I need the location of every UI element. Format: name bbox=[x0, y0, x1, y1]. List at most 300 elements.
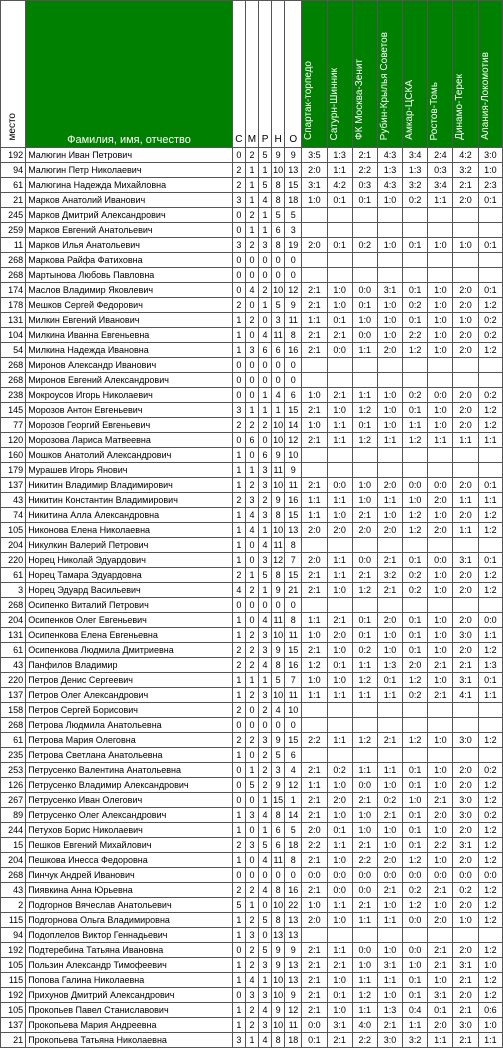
score-cell bbox=[377, 373, 402, 388]
place-cell: 268 bbox=[1, 598, 26, 613]
stat-cell: 15 bbox=[272, 793, 285, 808]
stat-cell: 0 bbox=[285, 868, 302, 883]
score-cell: 1:0 bbox=[377, 298, 402, 313]
score-cell: 2:1 bbox=[453, 1033, 478, 1048]
score-cell: 2:0 bbox=[377, 343, 402, 358]
name-cell: Маркова Райфа Фатиховна bbox=[26, 253, 233, 268]
score-cell: 0:1 bbox=[478, 673, 502, 688]
stat-cell: 2 bbox=[232, 163, 245, 178]
stat-cell: 1 bbox=[232, 313, 245, 328]
score-cell: 1:1 bbox=[302, 493, 327, 508]
score-cell bbox=[403, 223, 428, 238]
score-cell: 0:2 bbox=[403, 883, 428, 898]
score-cell: 0:0 bbox=[453, 868, 478, 883]
stat-cell: 3 bbox=[232, 1033, 245, 1048]
score-cell: 1:1 bbox=[428, 433, 453, 448]
table-row bbox=[1, 1003, 503, 1018]
score-cell: 2:0 bbox=[428, 808, 453, 823]
stat-cell: 2 bbox=[259, 778, 272, 793]
score-cell bbox=[453, 538, 478, 553]
score-cell: 1:0 bbox=[352, 808, 377, 823]
stat-cell: 9 bbox=[285, 298, 302, 313]
stat-cell: 4 bbox=[245, 523, 258, 538]
score-cell: 1:0 bbox=[478, 163, 502, 178]
score-cell: 3:2 bbox=[377, 568, 402, 583]
stat-cell: 11 bbox=[272, 538, 285, 553]
score-cell bbox=[327, 598, 352, 613]
table-row bbox=[1, 508, 503, 523]
score-cell bbox=[478, 448, 502, 463]
score-cell: 0:1 bbox=[327, 238, 352, 253]
stat-cell: 0 bbox=[232, 283, 245, 298]
stat-cell: 4 bbox=[259, 538, 272, 553]
stat-cell: 1 bbox=[272, 403, 285, 418]
stat-cell: 18 bbox=[285, 193, 302, 208]
score-cell: 0:0 bbox=[352, 553, 377, 568]
stat-cell: 10 bbox=[272, 988, 285, 1003]
score-cell: 1:2 bbox=[478, 343, 502, 358]
score-cell: 0:0 bbox=[352, 328, 377, 343]
stat-cell: 3 bbox=[232, 193, 245, 208]
score-cell bbox=[352, 463, 377, 478]
place-cell: 54 bbox=[1, 343, 26, 358]
stat-cell: 0 bbox=[259, 373, 272, 388]
stat-cell: 0 bbox=[245, 598, 258, 613]
name-cell: Пешкова Инесса Федоровна bbox=[26, 853, 233, 868]
score-cell: 3:0 bbox=[453, 808, 478, 823]
stat-cell: 1 bbox=[259, 223, 272, 238]
stat-cell: 0 bbox=[245, 268, 258, 283]
name-cell: Петрусенко Иван Олегович bbox=[26, 793, 233, 808]
stat-cell: 15 bbox=[285, 508, 302, 523]
score-cell: 1:3 bbox=[478, 658, 502, 673]
score-cell bbox=[377, 253, 402, 268]
score-cell: 2:0 bbox=[428, 493, 453, 508]
name-cell: Мешков Сергей Федорович bbox=[26, 298, 233, 313]
score-cell: 1:2 bbox=[478, 418, 502, 433]
stat-cell: 10 bbox=[272, 163, 285, 178]
stat-cell: 0 bbox=[259, 358, 272, 373]
score-cell: 0:1 bbox=[403, 808, 428, 823]
score-cell: 1:0 bbox=[428, 673, 453, 688]
stat-cell: 2 bbox=[245, 943, 258, 958]
score-cell: 1:0 bbox=[428, 508, 453, 523]
score-cell: 1:0 bbox=[327, 643, 352, 658]
score-cell bbox=[377, 208, 402, 223]
col-header-r: Р bbox=[259, 1, 272, 148]
name-cell: Малюгин Иван Петрович bbox=[26, 148, 233, 163]
score-cell: 2:3 bbox=[478, 178, 502, 193]
stat-cell: 0 bbox=[232, 223, 245, 238]
score-cell bbox=[327, 208, 352, 223]
stat-cell: 1 bbox=[232, 748, 245, 763]
score-cell bbox=[327, 718, 352, 733]
place-cell: 115 bbox=[1, 973, 26, 988]
table-row bbox=[1, 913, 503, 928]
table-row bbox=[1, 853, 503, 868]
stat-cell: 12 bbox=[285, 283, 302, 298]
stat-cell: 10 bbox=[272, 478, 285, 493]
score-cell: 1:0 bbox=[327, 973, 352, 988]
score-cell: 1:1 bbox=[352, 913, 377, 928]
stat-cell: 13 bbox=[285, 973, 302, 988]
score-cell: 2:1 bbox=[352, 898, 377, 913]
score-cell bbox=[377, 928, 402, 943]
stat-cell: 2 bbox=[245, 478, 258, 493]
score-cell: 2:0 bbox=[377, 478, 402, 493]
name-cell: Милкина Иванна Евгеньевна bbox=[26, 328, 233, 343]
score-cell: 0:1 bbox=[403, 403, 428, 418]
stat-cell: 10 bbox=[272, 523, 285, 538]
place-cell: 259 bbox=[1, 223, 26, 238]
score-cell: 1:0 bbox=[428, 733, 453, 748]
stat-cell: 14 bbox=[285, 418, 302, 433]
name-cell: Никонова Елена Николаевна bbox=[26, 523, 233, 538]
stat-cell: 8 bbox=[272, 1033, 285, 1048]
stat-cell: 6 bbox=[272, 223, 285, 238]
stat-cell: 1 bbox=[245, 193, 258, 208]
score-cell: 2:1 bbox=[302, 973, 327, 988]
stat-cell: 8 bbox=[285, 328, 302, 343]
score-cell bbox=[377, 703, 402, 718]
score-cell: 3:0 bbox=[478, 148, 502, 163]
score-cell: 1:0 bbox=[302, 673, 327, 688]
place-cell: 126 bbox=[1, 778, 26, 793]
place-cell: 43 bbox=[1, 493, 26, 508]
stat-cell: 1 bbox=[232, 538, 245, 553]
stat-cell: 2 bbox=[259, 418, 272, 433]
score-cell: 1:0 bbox=[327, 403, 352, 418]
score-cell: 2:0 bbox=[453, 823, 478, 838]
score-cell bbox=[302, 268, 327, 283]
stat-cell: 0 bbox=[245, 853, 258, 868]
stat-cell: 9 bbox=[272, 1003, 285, 1018]
stat-cell: 3 bbox=[259, 958, 272, 973]
name-cell: Маслов Владимир Яковлевич bbox=[26, 283, 233, 298]
table-row bbox=[1, 718, 503, 733]
score-cell: 1:2 bbox=[403, 898, 428, 913]
table-row bbox=[1, 463, 503, 478]
score-cell: 1:0 bbox=[453, 913, 478, 928]
stat-cell: 2 bbox=[232, 493, 245, 508]
score-cell: 0:2 bbox=[403, 583, 428, 598]
stat-cell: 1 bbox=[245, 463, 258, 478]
score-cell bbox=[352, 748, 377, 763]
score-cell bbox=[377, 448, 402, 463]
name-cell: Норец Эдуард Васильевич bbox=[26, 583, 233, 598]
score-cell: 1:1 bbox=[302, 688, 327, 703]
score-cell: 3:0 bbox=[453, 628, 478, 643]
score-cell: 1:0 bbox=[377, 418, 402, 433]
score-cell: 1:0 bbox=[327, 913, 352, 928]
score-cell bbox=[352, 208, 377, 223]
stat-cell: 2 bbox=[245, 883, 258, 898]
score-cell: 2:1 bbox=[428, 688, 453, 703]
stat-cell: 2 bbox=[232, 298, 245, 313]
score-cell bbox=[478, 208, 502, 223]
name-cell: Прокопьев Павел Станиславович bbox=[26, 1003, 233, 1018]
stat-cell: 1 bbox=[232, 463, 245, 478]
score-cell: 1:1 bbox=[327, 493, 352, 508]
score-cell bbox=[453, 463, 478, 478]
stat-cell: 6 bbox=[259, 343, 272, 358]
place-cell: 160 bbox=[1, 448, 26, 463]
score-cell: 0:0 bbox=[428, 478, 453, 493]
stat-cell: 1 bbox=[285, 793, 302, 808]
table-row bbox=[1, 358, 503, 373]
score-cell: 2:1 bbox=[327, 958, 352, 973]
score-cell: 2:0 bbox=[453, 193, 478, 208]
score-cell: 0:1 bbox=[428, 1003, 453, 1018]
table-row bbox=[1, 883, 503, 898]
stat-cell: 0 bbox=[259, 868, 272, 883]
stat-cell: 4 bbox=[259, 658, 272, 673]
score-cell: 1:2 bbox=[478, 793, 502, 808]
name-cell: Морозова Лариса Матвеевна bbox=[26, 433, 233, 448]
score-cell: 0:1 bbox=[403, 613, 428, 628]
score-cell bbox=[352, 598, 377, 613]
score-cell: 1:3 bbox=[377, 1003, 402, 1018]
score-cell: 1:2 bbox=[403, 508, 428, 523]
score-cell: 2:1 bbox=[428, 658, 453, 673]
score-cell: 2:1 bbox=[352, 568, 377, 583]
score-cell bbox=[428, 268, 453, 283]
stat-cell: 9 bbox=[272, 943, 285, 958]
stat-cell: 1 bbox=[232, 478, 245, 493]
stat-cell: 1 bbox=[259, 583, 272, 598]
score-cell: 1:0 bbox=[327, 808, 352, 823]
stat-cell: 5 bbox=[285, 208, 302, 223]
stat-cell: 4 bbox=[259, 193, 272, 208]
table-row bbox=[1, 298, 503, 313]
stat-cell: 8 bbox=[272, 508, 285, 523]
score-cell bbox=[428, 538, 453, 553]
score-cell: 0:1 bbox=[327, 988, 352, 1003]
score-cell: 1:1 bbox=[453, 523, 478, 538]
place-cell: 238 bbox=[1, 388, 26, 403]
stat-cell: 3 bbox=[259, 733, 272, 748]
table-row bbox=[1, 553, 503, 568]
score-cell: 0:1 bbox=[352, 613, 377, 628]
stat-cell: 3 bbox=[259, 463, 272, 478]
score-cell bbox=[453, 448, 478, 463]
score-cell bbox=[428, 598, 453, 613]
stat-cell: 0 bbox=[245, 253, 258, 268]
score-cell: 2:1 bbox=[377, 583, 402, 598]
place-cell: 21 bbox=[1, 1033, 26, 1048]
stat-cell: 11 bbox=[272, 613, 285, 628]
score-cell: 1:0 bbox=[327, 298, 352, 313]
table-row bbox=[1, 988, 503, 1003]
stat-cell: 4 bbox=[259, 883, 272, 898]
place-cell: 2 bbox=[1, 898, 26, 913]
score-cell: 2:0 bbox=[352, 523, 377, 538]
name-cell: Пинчук Андрей Иванович bbox=[26, 868, 233, 883]
stat-cell: 0 bbox=[259, 718, 272, 733]
score-cell: 1:2 bbox=[403, 673, 428, 688]
table-row bbox=[1, 373, 503, 388]
score-cell: 2:0 bbox=[453, 388, 478, 403]
score-cell: 2:0 bbox=[453, 343, 478, 358]
score-cell bbox=[302, 538, 327, 553]
table-row bbox=[1, 163, 503, 178]
stat-cell: 15 bbox=[285, 178, 302, 193]
score-cell: 1:3 bbox=[377, 658, 402, 673]
match-header: Ростов-Томь bbox=[428, 1, 453, 148]
score-cell: 2:0 bbox=[453, 583, 478, 598]
stat-cell: 2 bbox=[259, 703, 272, 718]
name-cell: Петрова Мария Олеговна bbox=[26, 733, 233, 748]
table-row bbox=[1, 823, 503, 838]
score-cell: 2:2 bbox=[428, 838, 453, 853]
score-cell: 2:1 bbox=[302, 643, 327, 658]
score-cell: 2:0 bbox=[377, 613, 402, 628]
name-cell: Морозов Георгий Евгеньевич bbox=[26, 418, 233, 433]
score-cell: 0:0 bbox=[327, 343, 352, 358]
score-cell: 0:2 bbox=[478, 313, 502, 328]
stat-cell: 5 bbox=[259, 568, 272, 583]
stat-cell: 0 bbox=[245, 793, 258, 808]
stat-cell: 0 bbox=[245, 748, 258, 763]
score-cell bbox=[352, 373, 377, 388]
score-cell bbox=[453, 208, 478, 223]
stat-cell: 3 bbox=[285, 223, 302, 238]
score-cell bbox=[428, 928, 453, 943]
score-cell: 2:1 bbox=[428, 958, 453, 973]
score-cell bbox=[302, 358, 327, 373]
stat-cell: 0 bbox=[245, 613, 258, 628]
table-row bbox=[1, 733, 503, 748]
score-cell: 2:0 bbox=[453, 898, 478, 913]
stat-cell: 0 bbox=[285, 373, 302, 388]
place-cell: 204 bbox=[1, 853, 26, 868]
stat-cell: 1 bbox=[232, 808, 245, 823]
score-cell bbox=[403, 268, 428, 283]
stat-cell: 14 bbox=[285, 808, 302, 823]
name-cell: Никитин Константин Владимирович bbox=[26, 493, 233, 508]
score-cell bbox=[453, 358, 478, 373]
score-cell bbox=[428, 463, 453, 478]
score-cell: 1:1 bbox=[327, 898, 352, 913]
stat-cell: 13 bbox=[285, 913, 302, 928]
name-cell: Мартынова Любовь Павловна bbox=[26, 268, 233, 283]
stat-cell: 0 bbox=[232, 793, 245, 808]
table-row bbox=[1, 148, 503, 163]
stat-cell: 0 bbox=[285, 268, 302, 283]
score-cell: 1:1 bbox=[377, 973, 402, 988]
score-cell: 2:0 bbox=[403, 658, 428, 673]
stat-cell: 6 bbox=[259, 448, 272, 463]
score-cell bbox=[302, 373, 327, 388]
stat-cell: 13 bbox=[285, 523, 302, 538]
stat-cell: 8 bbox=[272, 178, 285, 193]
score-cell bbox=[327, 748, 352, 763]
stat-cell: 2 bbox=[245, 148, 258, 163]
name-cell: Подгорнов Вячеслав Анатольевич bbox=[26, 898, 233, 913]
name-cell: Прихунов Дмитрий Александрович bbox=[26, 988, 233, 1003]
score-cell: 2:1 bbox=[377, 733, 402, 748]
score-cell bbox=[453, 703, 478, 718]
stat-cell: 6 bbox=[285, 388, 302, 403]
score-cell: 2:0 bbox=[453, 763, 478, 778]
score-cell bbox=[403, 208, 428, 223]
stat-cell: 15 bbox=[285, 403, 302, 418]
score-cell: 2:1 bbox=[352, 793, 377, 808]
place-cell: 245 bbox=[1, 208, 26, 223]
score-cell: 1:2 bbox=[352, 673, 377, 688]
score-cell: 0:2 bbox=[478, 808, 502, 823]
stat-cell: 0 bbox=[259, 253, 272, 268]
score-cell: 1:0 bbox=[377, 508, 402, 523]
stat-cell: 0 bbox=[272, 268, 285, 283]
score-cell: 1:2 bbox=[478, 523, 502, 538]
score-cell: 1:0 bbox=[377, 238, 402, 253]
score-cell: 0:2 bbox=[478, 763, 502, 778]
stat-cell: 8 bbox=[285, 853, 302, 868]
table-row bbox=[1, 448, 503, 463]
score-cell: 0:1 bbox=[403, 553, 428, 568]
score-cell: 0:0 bbox=[403, 868, 428, 883]
place-cell: 115 bbox=[1, 913, 26, 928]
score-cell bbox=[377, 463, 402, 478]
score-cell: 1:2 bbox=[478, 898, 502, 913]
score-cell: 2:1 bbox=[302, 943, 327, 958]
score-cell: 4:0 bbox=[352, 1018, 377, 1033]
score-cell: 1:0 bbox=[377, 403, 402, 418]
stat-cell: 6 bbox=[272, 343, 285, 358]
score-cell: 2:0 bbox=[453, 568, 478, 583]
score-cell bbox=[453, 253, 478, 268]
score-cell: 1:1 bbox=[478, 628, 502, 643]
stat-cell: 3 bbox=[259, 238, 272, 253]
place-cell: 268 bbox=[1, 373, 26, 388]
stat-cell: 7 bbox=[285, 673, 302, 688]
score-cell: 1:1 bbox=[352, 688, 377, 703]
table-row bbox=[1, 838, 503, 853]
score-cell: 0:2 bbox=[352, 643, 377, 658]
stat-cell: 9 bbox=[272, 583, 285, 598]
name-cell: Петрусенко Валентина Анатольевна bbox=[26, 763, 233, 778]
stat-cell: 1 bbox=[245, 568, 258, 583]
place-cell: 145 bbox=[1, 403, 26, 418]
stat-cell: 11 bbox=[285, 313, 302, 328]
table-row bbox=[1, 928, 503, 943]
place-cell: 137 bbox=[1, 688, 26, 703]
score-cell: 2:1 bbox=[327, 388, 352, 403]
stat-cell: 0 bbox=[232, 868, 245, 883]
place-cell: 89 bbox=[1, 808, 26, 823]
score-cell: 2:1 bbox=[327, 613, 352, 628]
stat-cell: 0 bbox=[245, 718, 258, 733]
table-row bbox=[1, 493, 503, 508]
stat-cell: 1 bbox=[232, 688, 245, 703]
score-cell bbox=[403, 538, 428, 553]
table-row bbox=[1, 418, 503, 433]
score-cell: 1:3 bbox=[377, 163, 402, 178]
score-cell bbox=[403, 373, 428, 388]
score-cell: 0:2 bbox=[478, 388, 502, 403]
score-cell: 1:1 bbox=[377, 763, 402, 778]
score-cell: 0:0 bbox=[478, 868, 502, 883]
score-cell: 3:0 bbox=[453, 793, 478, 808]
stat-cell: 8 bbox=[272, 238, 285, 253]
place-cell: 61 bbox=[1, 643, 26, 658]
score-cell: 0:0 bbox=[352, 778, 377, 793]
score-cell bbox=[453, 223, 478, 238]
stat-cell: 9 bbox=[272, 493, 285, 508]
score-cell: 1:0 bbox=[327, 508, 352, 523]
table-row bbox=[1, 703, 503, 718]
